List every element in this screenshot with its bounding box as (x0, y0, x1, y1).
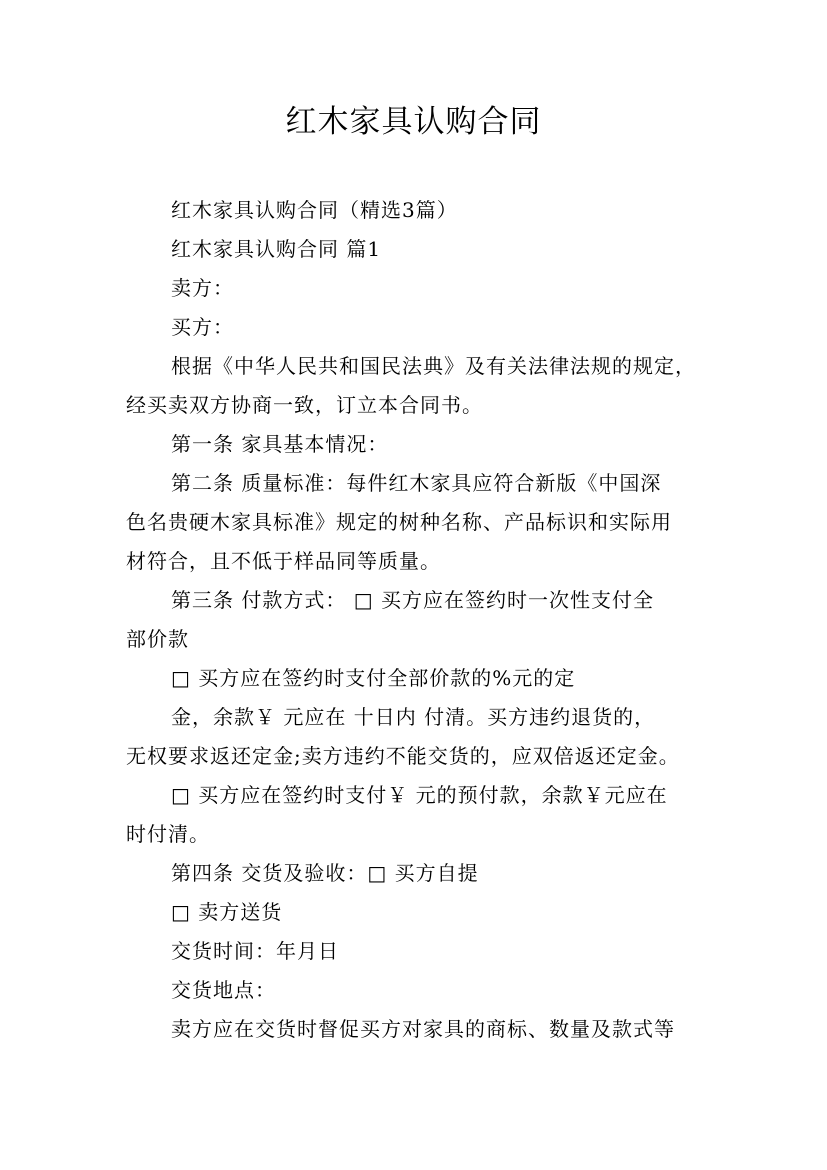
paragraph-line: 部价款 (126, 627, 189, 651)
paragraph-line: 材符合，且不低于样品同等质量。 (126, 549, 441, 573)
paragraph-line: 根据《中华人民共和国民法典》及有关法律法规的规定， (171, 354, 696, 378)
paragraph-line: □ 买方应在签约时支付￥ 元的预付款，余款￥元应在 (171, 783, 668, 807)
paragraph-line: 交货地点： (171, 978, 276, 1002)
paragraph-line: 红木家具认购合同（精选3篇） (171, 198, 458, 222)
paragraph-line: 卖方应在交货时督促买方对家具的商标、数量及款式等 (171, 1017, 675, 1041)
paragraph-line: 第二条 质量标准：每件红木家具应符合新版《中国深 (171, 471, 662, 495)
paragraph-line: 第一条 家具基本情况： (171, 432, 389, 456)
paragraph-line: 交货时间：年月日 (171, 939, 339, 963)
paragraph-line: 卖方： (171, 276, 234, 300)
paragraph-line: □ 卖方送货 (171, 900, 283, 924)
paragraph-line: 第四条 交货及验收：□ 买方自提 (171, 861, 479, 885)
paragraph-line: 色名贵硬木家具标准》规定的树种名称、产品标识和实际用 (126, 510, 672, 534)
paragraph-line: 买方： (171, 315, 234, 339)
document-body (126, 191, 706, 1049)
paragraph-line: 时付清。 (126, 822, 210, 846)
paragraph-line: 无权要求返还定金;卖方违约不能交货的，应双倍返还定金。 (126, 744, 680, 768)
paragraph-line: 金，余款￥ 元应在 十日内 付清。买方违约退货的， (171, 705, 656, 729)
paragraph-line: □ 买方应在签约时支付全部价款的%元的定 (171, 666, 576, 690)
paragraph-line: 经买卖双方协商一致，订立本合同书。 (126, 393, 483, 417)
paragraph-line: 红木家具认购合同 篇1 (171, 237, 382, 261)
paragraph-line: 第三条 付款方式： □ 买方应在签约时一次性支付全 (171, 588, 654, 612)
document-title: 红木家具认购合同 (285, 104, 542, 140)
